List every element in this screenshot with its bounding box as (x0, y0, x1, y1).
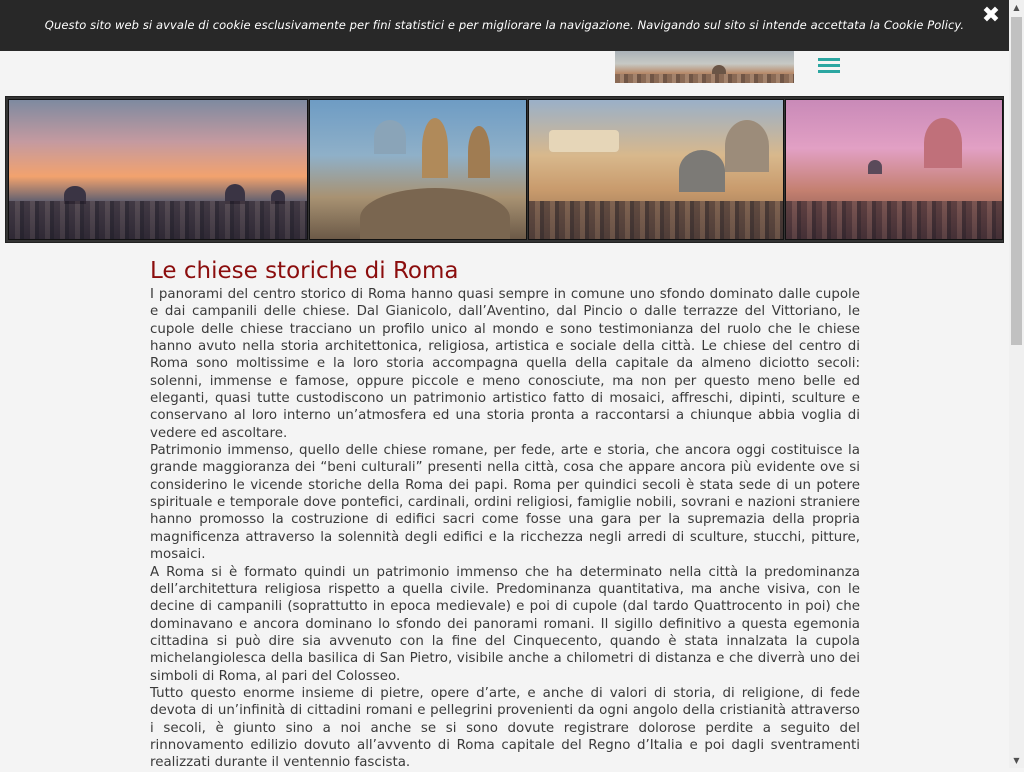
scroll-down-icon[interactable]: ▼ (1013, 756, 1020, 765)
banner-image-domes-closeup (309, 99, 527, 240)
article-paragraph: I panorami del centro storico di Roma hanno quasi sempre in comune uno sfondo dominato dalle cupole e dai campanili delle chiese. Dal Gianicolo, dall’Aventino, dal Pincio o dalle terrazze del Vittoriano, le cupole delle chiese tracciano un profilo unico al mondo e sono testimonianza del ruolo che le chiese hanno avuto nella storia architettonica, religiosa, artistica e sociale della città. Le chiese del centro di Roma sono moltissime e la loro storia accompagna quella della capitale da almeno diciotto secoli: solenni, immense e famose, oppure piccole e meno conosciute, ma non per questo meno belle ed eleganti, quasi tutte custodiscono un patrimonio artistico fatto di mosaici, affreschi, dipinti, sculture e conservano al loro interno un’atmosfera ed una storia pronta a raccontarsi a chiunque abbia voglia di vedere ed ascoltare. (150, 287, 860, 441)
cookie-bar (0, 0, 1009, 51)
article (150, 256, 860, 772)
article-paragraph: Tutto questo enorme insieme di pietre, opere d’arte, e anche di valori di storia, di religione, di fede devota di un’infinità di cittadini romani e pellegrini provenienti da ogni angolo della cristianità attraverso i secoli, è giunto sino a noi anche se si sono dovute registrare dolorose perdite a seguito del rinnovamento edilizio dovuto all’avvento di Roma capitale del Regno d’Italia e poi dagli sventramenti realizzati durante il ventennio fascista. (150, 685, 860, 771)
banner-image-pink-dusk-domes (785, 99, 1003, 240)
vertical-scrollbar[interactable] (1009, 0, 1024, 768)
logo-skyline (615, 74, 794, 83)
article-paragraph: A Roma si è formato quindi un patrimonio immenso che ha determinato nella città la predominanza dell’architettura religiosa rispetto a quella civile. Predominanza quantitativa, ma anche visiva, con le decine di campanili (soprattutto in epoca medievale) e poi di cupole (dal tardo Quattrocento in poi) che dominavano e ancora dominano lo sfondo dei panorami romani. Il sigillo definitivo a questa egemonia cittadina si può dire sia avvenuto con la fine del Cinquecento, quando è stata innalzata la cupola michelangiolesca della basilica di San Pietro, visibile anche a chilometri di distanza e che diverrà uno dei simboli di Roma, al pari del Colosseo. (150, 564, 860, 684)
scrollbar-thumb[interactable] (1011, 17, 1022, 345)
article-paragraph: Patrimonio immenso, quello delle chiese romane, per fede, arte e storia, che ancora oggi costituisce la grande maggioranza dei “beni culturali” presenti nella città, cosa che appare ancora più evidente ove si considerino le vicende storiche della Roma dei papi. Roma per quindici secoli è stata sede di un potere spirituale e temporale dove pontefici, cardinali, ordini religiosi, famiglie nobili, sovrani e nazioni straniere hanno promosso la costruzione di edifici sacri come fosse una gara per la supremazia della propria magnificenza attraverso la solennità degli edifici e la ricchezza negli arredi di sculture, stucchi, pitture, mosaici. (150, 443, 860, 563)
close-icon[interactable]: ✖ (981, 3, 1001, 28)
banner-image-vittoriano-panorama (528, 99, 784, 240)
page-title: Le chiese storiche di Roma (150, 258, 459, 284)
banner-image-sunset-skyline (8, 99, 308, 240)
site-header (0, 51, 1009, 96)
scroll-up-icon[interactable]: ▲ (1013, 3, 1020, 12)
hamburger-icon[interactable] (818, 57, 840, 75)
cookie-notice-text: Questo sito web si avvale di cookie esclusivamente per fini statistici e per migliorare la navigazione. Navigando sul sito si intende accettata la Cookie Policy. (44, 18, 965, 32)
site-logo[interactable] (615, 51, 794, 83)
header-banner (5, 96, 1004, 243)
